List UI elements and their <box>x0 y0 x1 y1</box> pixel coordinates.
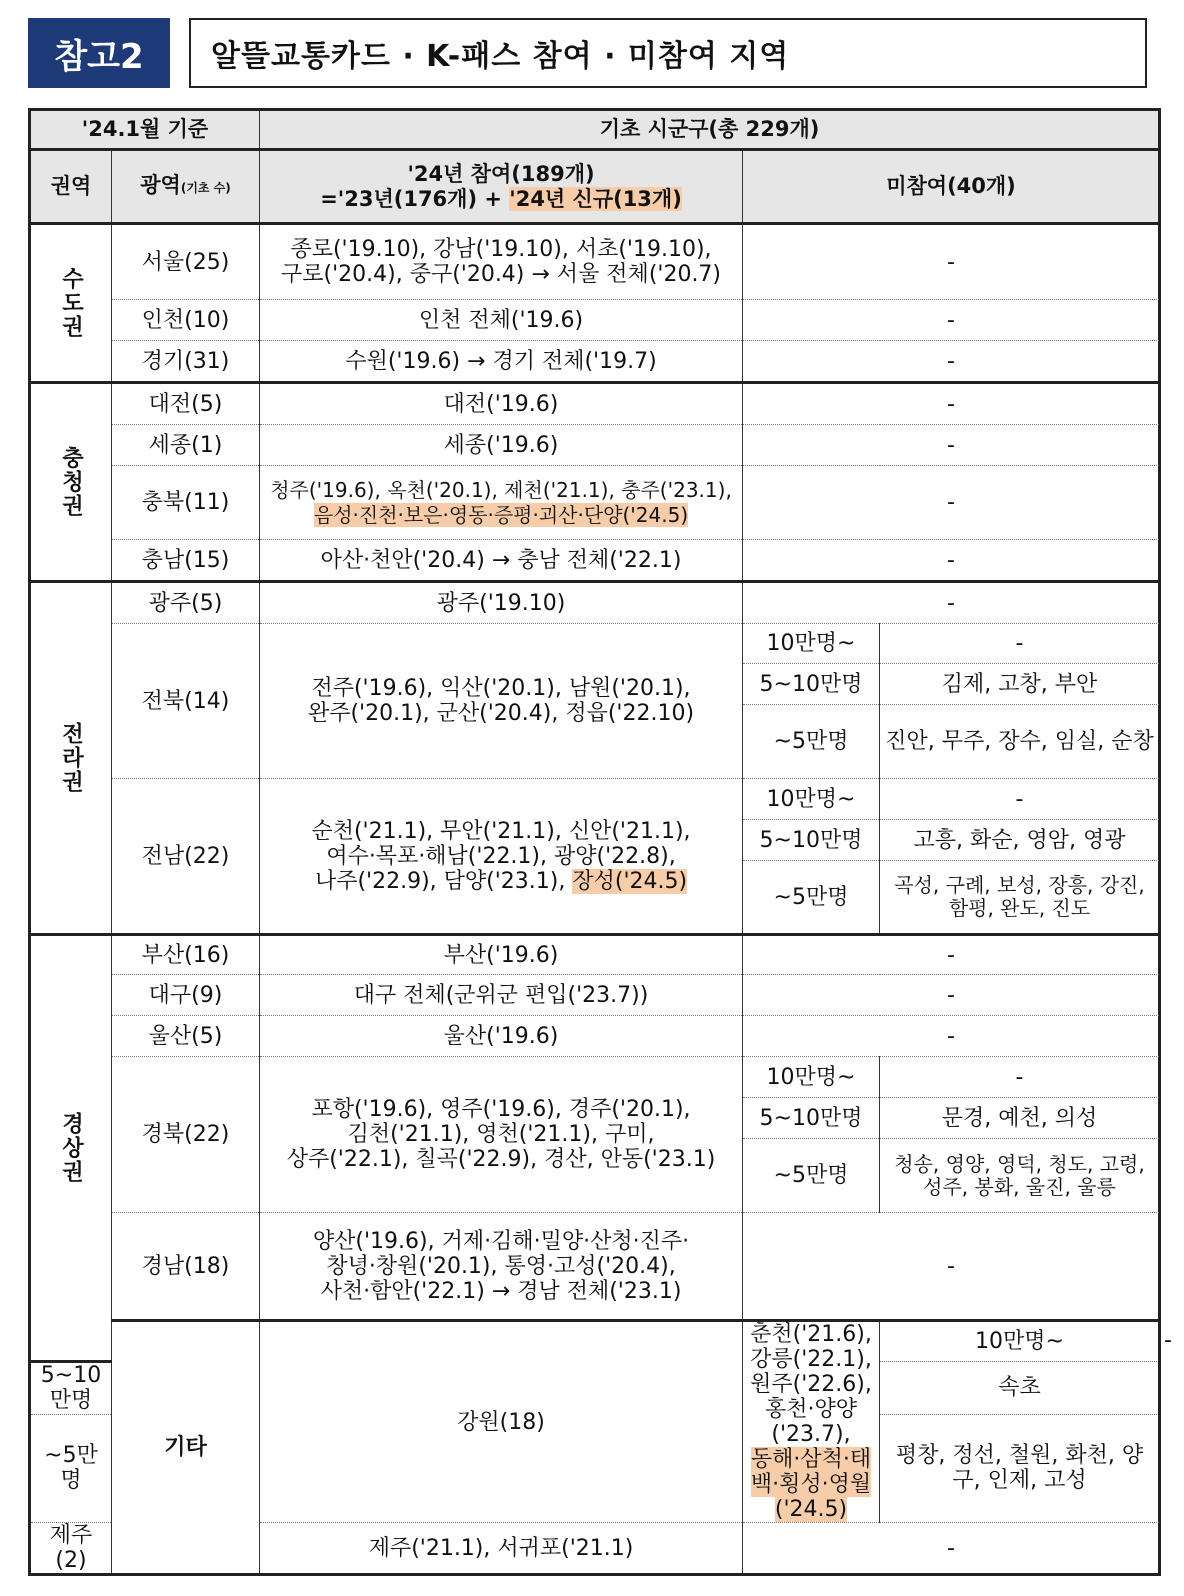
non-jeonnam-2: 고흥, 화순, 영암, 영광 <box>880 820 1160 861</box>
part-gyeonggi: 수원('19.6) → 경기 전체('19.7) <box>260 341 743 383</box>
non-sejong: - <box>743 425 1160 466</box>
non-gyeongbuk-2: 문경, 예천, 의성 <box>880 1098 1160 1139</box>
metro-gyeongbuk: 경북(22) <box>112 1057 260 1213</box>
non-jeonbuk-3: 진안, 무주, 장수, 임실, 순창 <box>880 705 1160 779</box>
metro-jeju: 제주(2) <box>30 1523 112 1575</box>
metro-chungnam: 충남(15) <box>112 540 260 582</box>
part-chungbuk: 청주('19.6), 옥천('20.1), 제천('21.1), 충주('23.1), 음성·진천·보은·영동·증평·괴산·단양('24.5) <box>260 466 743 540</box>
non-jeonnam-3: 곡성, 구례, 보성, 장흥, 강진, 함평, 완도, 진도 <box>880 861 1160 935</box>
tier-jeonbuk-2: 5~10만명 <box>743 664 880 705</box>
part-daejeon: 대전('19.6) <box>260 383 743 425</box>
non-seoul: - <box>743 224 1160 300</box>
participation-header-line2: ='23년(176개) + <box>320 186 510 211</box>
metro-incheon: 인천(10) <box>112 300 260 341</box>
part-seoul: 종로('19.10), 강남('19.10), 서초('19.10), 구로('20.4), 중구('20.4) → 서울 전체('20.7) <box>260 224 743 300</box>
metro-gyeonggi: 경기(31) <box>112 341 260 383</box>
non-chungbuk: - <box>743 466 1160 540</box>
tier-gyeongbuk-3: ~5만명 <box>743 1139 880 1213</box>
metro-ulsan: 울산(5) <box>112 1016 260 1057</box>
tier-jeonbuk-1: 10만명~ <box>743 624 880 664</box>
part-sejong: 세종('19.6) <box>260 425 743 466</box>
metro-gwangju: 광주(5) <box>112 582 260 624</box>
part-gyeongbuk: 포항('19.6), 영주('19.6), 경주('20.1), 김천('21.1), 영천('21.1), 구미, 상주('22.1), 칠곡('22.9), 경산, 안동('23.1) <box>260 1057 743 1213</box>
non-gwangju: - <box>743 582 1160 624</box>
metro-jeonbuk: 전북(14) <box>112 624 260 779</box>
nonparticipation-col-header: 미참여(40개) <box>743 150 1160 224</box>
non-ulsan: - <box>743 1016 1160 1057</box>
tier-gyeongbuk-2: 5~10만명 <box>743 1098 880 1139</box>
tier-jeonnam-2: 5~10만명 <box>743 820 880 861</box>
region-jeolla: 전라권 <box>30 582 112 935</box>
tier-jeonnam-1: 10만명~ <box>743 779 880 820</box>
non-jeonbuk-2: 김제, 고창, 부안 <box>880 664 1160 705</box>
metro-daegu: 대구(9) <box>112 975 260 1016</box>
metro-chungbuk: 충북(11) <box>112 466 260 540</box>
non-gyeongbuk-1: - <box>880 1057 1160 1098</box>
non-gangwon-2: 속초 <box>880 1361 1160 1414</box>
metro-gangwon: 강원(18) <box>260 1321 743 1523</box>
part-gangwon: 춘천('21.6), 강릉('22.1), 원주('22.6), 홍천·양양('23.7), 동해·삼척·태백·횡성·영월('24.5) <box>743 1321 880 1523</box>
metro-jeonnam: 전남(22) <box>112 779 260 935</box>
metro-daejeon: 대전(5) <box>112 383 260 425</box>
new-gangwon: 동해·삼척·태백·횡성·영월('24.5) <box>750 1447 872 1522</box>
part-jeonnam: 순천('21.1), 무안('21.1), 신안('21.1), 여수·목포·해남('22.1), 광양('22.8), 나주('22.9), 담양('23.1), 장성('24.5) <box>260 779 743 935</box>
metro-col-header <box>112 150 260 224</box>
new-chungbuk: 음성·진천·보은·영동·증평·괴산·단양('24.5) <box>313 502 689 527</box>
region-col-header: 권역 <box>30 150 112 224</box>
region-chungcheong: 충청권 <box>30 383 112 582</box>
non-daejeon: - <box>743 383 1160 425</box>
participation-header-line1: '24년 참여(189개) <box>407 161 595 186</box>
tier-jeonbuk-3: ~5만명 <box>743 705 880 779</box>
part-gwangju: 광주('19.10) <box>260 582 743 624</box>
non-gangwon-3: 평창, 정선, 철원, 화천, 양구, 인제, 고성 <box>880 1414 1160 1522</box>
metro-busan: 부산(16) <box>112 935 260 975</box>
metro-sejong: 세종(1) <box>112 425 260 466</box>
part-incheon: 인천 전체('19.6) <box>260 300 743 341</box>
non-jeonbuk-1: - <box>880 624 1160 664</box>
non-daegu: - <box>743 975 1160 1016</box>
page-title: 알뜰교통카드 · K-패스 참여 · 미참여 지역 <box>189 18 1147 88</box>
region-etc: 기타 <box>112 1321 260 1575</box>
non-chungnam: - <box>743 540 1160 582</box>
part-ulsan: 울산('19.6) <box>260 1016 743 1057</box>
part-jeonbuk: 전주('19.6), 익산('20.1), 남원('20.1), 완주('20.1), 군산('20.4), 정읍('22.10) <box>260 624 743 779</box>
new-jeonnam: 장성('24.5) <box>572 868 688 894</box>
metro-col-sub: (기초 수) <box>180 180 231 195</box>
part-daegu: 대구 전체(군위군 편입('23.7)) <box>260 975 743 1016</box>
tier-jeonnam-3: ~5만명 <box>743 861 880 935</box>
non-gyeonggi: - <box>743 341 1160 383</box>
non-busan: - <box>743 935 1160 975</box>
non-gyeongnam: - <box>743 1213 1160 1321</box>
part-busan: 부산('19.6) <box>260 935 743 975</box>
non-gyeongbuk-3: 청송, 영양, 영덕, 청도, 고령, 성주, 봉화, 울진, 울릉 <box>880 1139 1160 1213</box>
participation-col-header <box>260 150 743 224</box>
scope-header: 기초 시군구(총 229개) <box>260 110 1160 150</box>
participation-table: '24.1월 기준 기초 시군구(총 229개) 권역 광역(기초 수) '24년 참여(189개) ='23년(176개) + '24년 신규(13개) 미참여(40개) 수도권 서울(25) 종로('19.10), 강남('19.10), 서초('19.10), 구로('20.4), 중구('20.4) → 서울 전체('20.7) - 인천(10) 인천 전체('19.6) - 경기(31) 수원('19.6) → 경기 전체('19.7) - 충청권 대전(5) 대전('19.6) - 세종(1) 세종('19.6) - 충북(11) 청주('19.6), 옥천('20.1), 제천('21.1), 충주('23.1), 음성·진천·보은·영동·증평·괴산·단양('24.5) - 충남(15) 아산·천안('20.4) → 충남 전체('22.1) - 전라권 광주(5) 광주('19.10) - 전북(14) 전주('19.6), 익산('20.1), 남원('20.1), 완주('20.1), 군산('20.4), 정읍('22.10) 10만명~ - 5~10만명 김제, 고창, 부안 ~5만명 진안, 무주, 장수, 임실, 순창 전남(22) 순천('21.1), 무안('21.1), 신안('21.1), 여수·목포·해남('22.1), 광양('22.8), 나주('22.9), 담양('23.1), 장성('24.5) 10만명~ - 5~10만명 고흥, 화순, 영암, 영광 ~5만명 곡성, 구례, 보성, 장흥, 강진, 함평, 완도, 진도 경상권 부산(16) 부산('19.6) - 대구(9) 대구 전체(군위군 편입('23.7)) - 울산(5) 울산('19.6) - 경북(22) 포항('19.6), 영주('19.6), 경주('20.1), 김천('21.1), 영천('21.1), 구미, 상주('22.1), 칠곡('22.9), 경산, 안동('23.1) 10만명~ - 5~10만명 문경, 예천, 의성 ~5만명 청송, 영양, 영덕, 청도, 고령, 성주, 봉화, 울진, 울릉 경남(18) 양산('19.6), 거제·김해·밀양·산청·진주· 창녕·창원('20.1), 통영·고성('20.4), 사천·함안('22.1) → 경남 전체('23.1) - 기타 강원(18) 춘천('21.6), 강릉('22.1), 원주('22.6), 홍천·양양('23.7), 동해·삼척·태백·횡성·영월('24.5) 10만명~ - 5~10만명 속초 ~5만명 평창, 정선, 철원, 화천, 양구, 인제, 고성 제주(2) 제주('21.1), 서귀포('21.1) - <box>28 108 1161 1576</box>
tier-gangwon-3: ~5만명 <box>30 1414 112 1522</box>
new-participation-label: '24년 신규(13개) <box>509 186 682 211</box>
tier-gangwon-2: 5~10만명 <box>30 1361 112 1414</box>
non-jeonnam-1: - <box>880 779 1160 820</box>
part-chungnam: 아산·천안('20.4) → 충남 전체('22.1) <box>260 540 743 582</box>
region-sudo: 수도권 <box>30 224 112 383</box>
tier-gangwon-1: 10만명~ <box>880 1321 1160 1362</box>
reference-tag: 참고2 <box>28 18 170 88</box>
metro-col-label: 광역 <box>140 172 181 197</box>
non-jeju: - <box>743 1523 1160 1575</box>
basis-header: '24.1월 기준 <box>30 110 260 150</box>
metro-seoul: 서울(25) <box>112 224 260 300</box>
part-jeju: 제주('21.1), 서귀포('21.1) <box>260 1523 743 1575</box>
part-gyeongnam: 양산('19.6), 거제·김해·밀양·산청·진주· 창녕·창원('20.1), 통영·고성('20.4), 사천·함안('22.1) → 경남 전체('23.1) <box>260 1213 743 1321</box>
tier-gyeongbuk-1: 10만명~ <box>743 1057 880 1098</box>
metro-gyeongnam: 경남(18) <box>112 1213 260 1321</box>
non-incheon: - <box>743 300 1160 341</box>
region-gyeongsang: 경상권 <box>30 935 112 1362</box>
